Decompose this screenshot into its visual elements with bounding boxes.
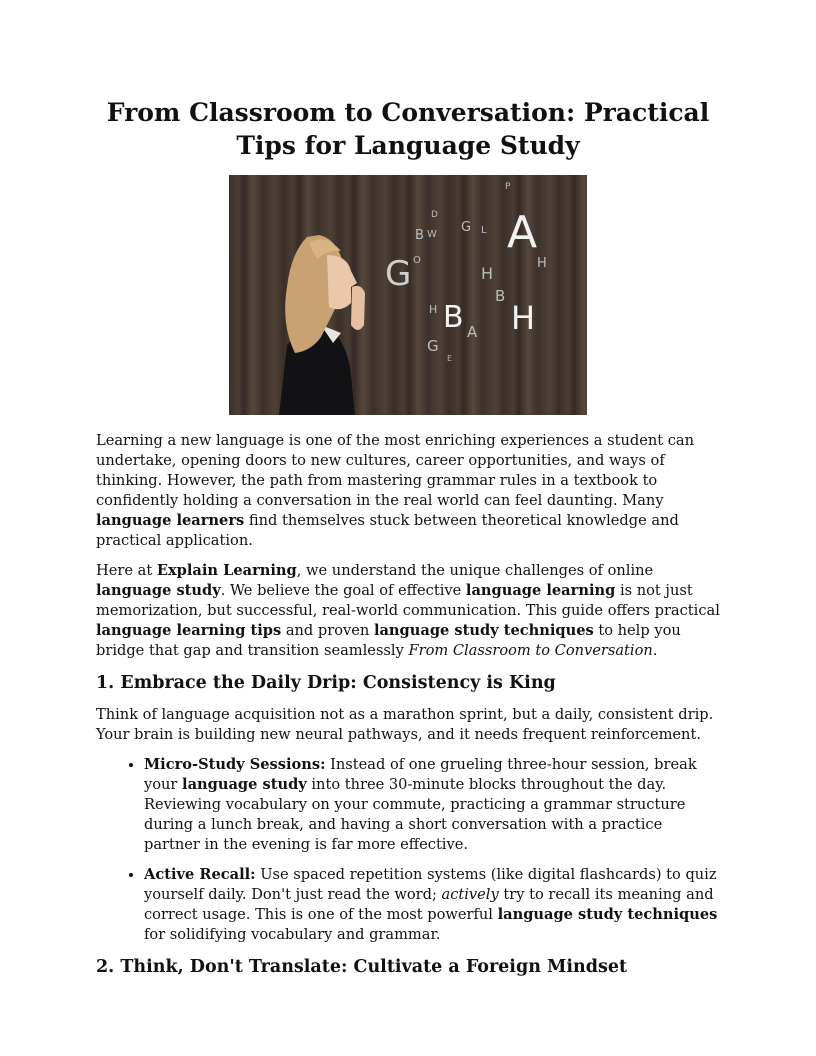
- intro-paragraph-2: Here at Explain Learning, we understand the unique challenges of online language study. We believe the goal of effective language learning is not just memorization, but successful, real-world communication. This guide offers practical language learning tips and proven language study techniques to help you bridge that gap and transition seamlessly From Classroom to Conversation.: [96, 562, 720, 659]
- letter-p: P: [505, 182, 511, 192]
- letter-o: O: [413, 255, 421, 266]
- letter-l: L: [481, 225, 487, 236]
- page-title: From Classroom to Conversation: Practical Tips for Language Study: [106, 98, 710, 160]
- section-1-paragraph: Think of language acquisition not as a marathon sprint, but a daily, consistent drip. Your brain is building new neural pathways, and it needs frequent reinforcement.: [96, 706, 714, 743]
- letter-b-small: B: [415, 228, 424, 243]
- letter-e: E: [447, 354, 453, 363]
- letter-a-large: A: [507, 207, 538, 258]
- letter-a: A: [467, 323, 478, 341]
- section-1-bullet-list: [96, 755, 720, 945]
- letter-h-small: H: [537, 256, 547, 271]
- letter-b-large: B: [443, 300, 464, 335]
- letter-h-large: H: [511, 299, 536, 337]
- letter-h: H: [481, 264, 494, 283]
- letter-g-small: G: [427, 337, 439, 355]
- document-page: [96, 96, 720, 989]
- hero-illustration: [229, 175, 587, 415]
- letter-b: B: [495, 287, 506, 305]
- list-item-micro-study: • Micro-Study Sessions: Instead of one grueling three-hour session, break your language study into three 30-minute blocks throughout the day. Reviewing vocabulary on your commute, practicing a grammar structure during a lunch break, and having a short conversation with a practice partner in the evening is far more effective.: [144, 755, 720, 855]
- section-1-heading: 1. Embrace the Daily Drip: Consistency is King: [96, 673, 556, 693]
- letter-d: D: [431, 210, 438, 220]
- intro-paragraph-1: Learning a new language is one of the most enriching experiences a student can undertake, opening doors to new cultures, career opportunities, and ways of thinking. However, the path from mastering grammar rules in a textbook to confidently holding a conversation in the real world can feel daunting. Many language learners find themselves stuck between theoretical knowledge and practical application.: [96, 432, 695, 549]
- section-2-heading: 2. Think, Don't Translate: Cultivate a Foreign Mindset: [96, 957, 628, 977]
- list-item-active-recall: • Active Recall: Use spaced repetition systems (like digital flashcards) to quiz yourself daily. Don't just read the word; actively try to recall its meaning and correct usage. This is one of the most powerful language study techniques for solidifying vocabulary and grammar.: [144, 865, 720, 945]
- letter-g-top: G: [461, 220, 472, 235]
- letter-w: W: [427, 229, 437, 240]
- letter-g: G: [385, 254, 412, 294]
- woman-whispering-letters-image: [229, 175, 587, 415]
- letter-h-left: H: [429, 303, 438, 316]
